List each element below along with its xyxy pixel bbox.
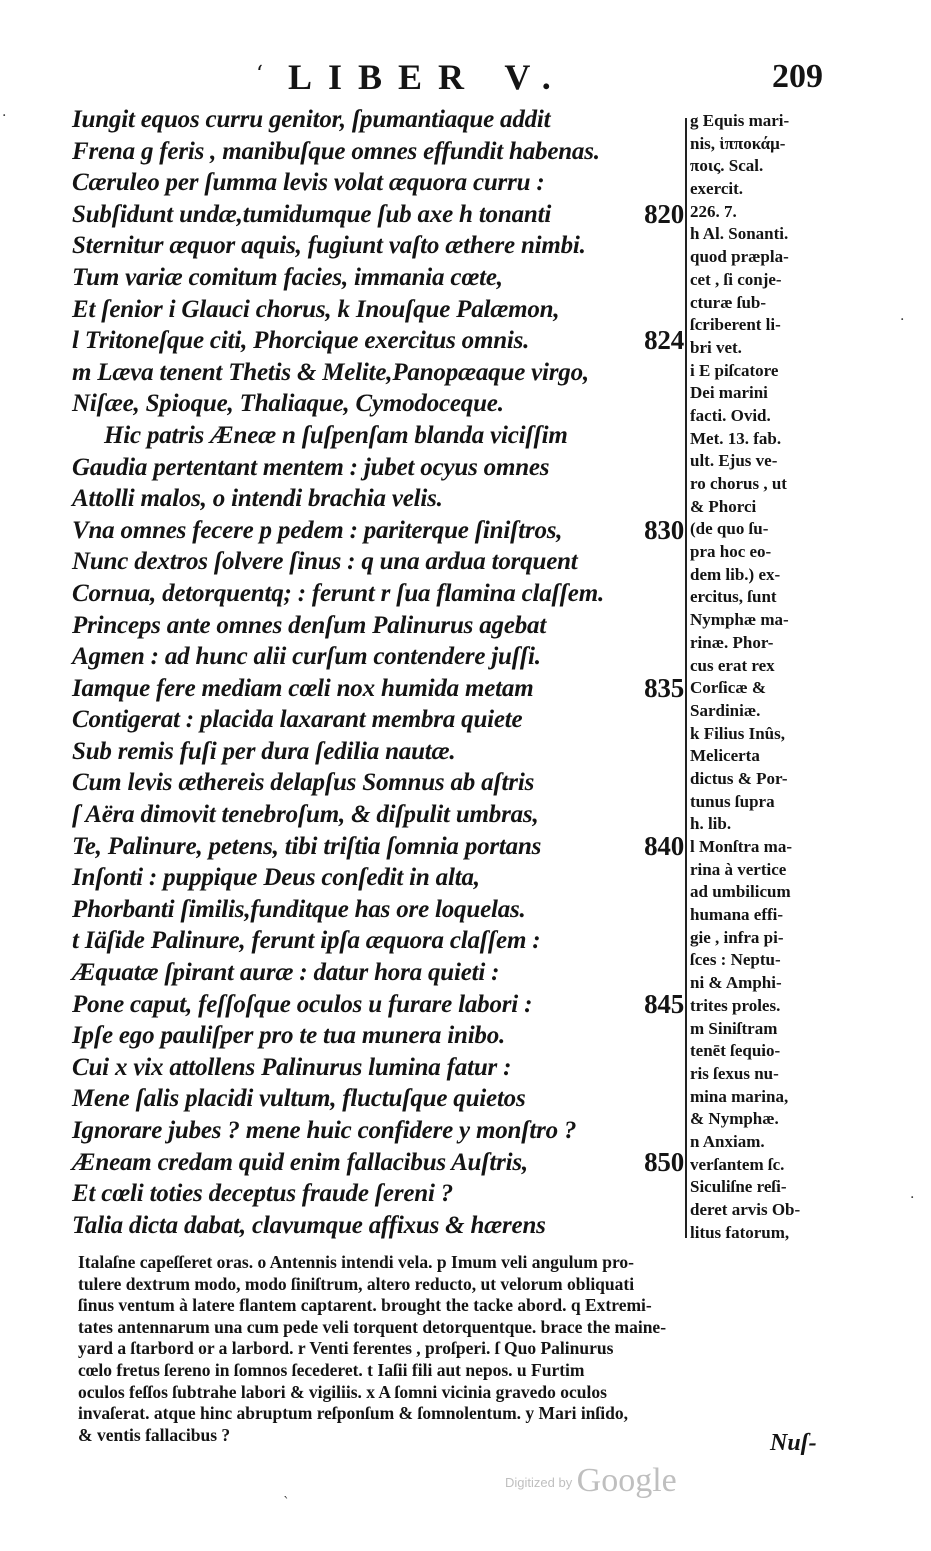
watermark-brand: Google — [576, 1462, 677, 1499]
column-rule — [685, 118, 687, 1238]
margin-note-line: tenēt ſequio- — [690, 1041, 781, 1061]
margin-note-line: dictus & Por- — [690, 768, 788, 788]
verse-text: Attolli malos, o intendi brachia velis. — [72, 485, 443, 513]
line-number: 824 — [644, 325, 684, 356]
margin-note-line: i E piſcatore — [690, 360, 779, 380]
verse-line — [72, 578, 688, 610]
footnote-line: Italaſne capeſſeret oras. o Antennis intendi vela. p Imum veli angulum pro- — [78, 1252, 634, 1272]
margin-note-line: ro chorus , ut — [690, 474, 787, 493]
margin-note-line: litus fatorum, — [690, 1222, 790, 1242]
margin-note-line: Dei marini — [690, 383, 768, 403]
verse-line — [72, 704, 688, 736]
margin-note-line: facti. Ovid. — [690, 405, 771, 425]
verse-line — [72, 957, 688, 989]
verse-line — [72, 1115, 688, 1147]
verse-text: Cum levis æthereis delapſus Somnus ab aſtris — [72, 769, 535, 797]
margin-note-line: Met. 13. fab. — [690, 428, 782, 448]
margin-note-line: tunus ſupra — [690, 791, 775, 811]
verse-line — [72, 1178, 688, 1210]
verse-line — [72, 799, 688, 831]
margin-note-line: verſantem ſc. — [690, 1154, 785, 1174]
margin-note-line: ris ſexus nu- — [690, 1063, 779, 1083]
verse-text: Inſonti : puppique Deus conſedit in alta, — [72, 864, 480, 892]
verse-line — [72, 1020, 688, 1052]
margin-note-line: ad umbilicum — [690, 882, 791, 902]
verse-line — [72, 294, 688, 326]
verse-text: Gaudia pertentant mentem : jubet ocyus omnes — [72, 453, 550, 481]
footnote-line: yard a ſtarbord or a larbord. r Venti ferentes , proſperi. ſ Quo Palinurus — [78, 1338, 614, 1359]
verse-line — [72, 641, 688, 673]
verse-text: Pone caput, feſſoſque oculos u furare labori : — [72, 990, 533, 1018]
line-number: 850 — [644, 1146, 684, 1177]
verse-line — [72, 167, 688, 199]
margin-note-line: ſcriberent li- — [690, 315, 781, 335]
verse-line — [72, 1083, 688, 1115]
page-number: 209 — [772, 58, 823, 95]
verse-text: Agmen : ad hunc alii curſum contendere juſſi. — [72, 643, 541, 671]
margin-note-line: k Filius Inûs, — [690, 723, 785, 743]
verse-line — [72, 831, 688, 863]
margin-note-line: Sardiniæ. — [690, 700, 761, 720]
verse-text: Contigerat : placida laxarant membra quiete — [72, 706, 523, 734]
verse-line — [72, 736, 688, 768]
verse-line — [72, 925, 688, 957]
verse-line — [72, 325, 688, 357]
verse-column — [72, 104, 688, 1241]
footnote-line: & ventis fallacibus ? — [78, 1424, 231, 1445]
verse-text: Iamque fere mediam cœli nox humida metam — [72, 674, 534, 702]
catchword: Nuſ- — [770, 1430, 817, 1456]
margin-note-line: & Phorci — [690, 496, 757, 516]
verse-text: Vna omnes fecere p pedem : pariterque ſiniſtros, — [72, 516, 563, 544]
verse-text: t Iäſide Palinure, ferunt ipſa æquora claſſem : — [72, 927, 541, 955]
verse-line — [72, 862, 688, 894]
digitized-watermark — [505, 1462, 677, 1500]
verse-text: Ipſe ego pauliſper pro te tua munera inibo. — [72, 1022, 506, 1050]
margin-note-line: exercit. — [690, 179, 744, 199]
verse-text: Æquatæ ſpirant auræ : datur hora quieti : — [72, 959, 500, 987]
verse-line — [72, 104, 688, 136]
verse-line — [72, 357, 688, 389]
margin-note-line: nis, ἱπποκάμ- — [690, 133, 786, 153]
verse-line — [72, 199, 688, 231]
margin-note-line: 226. 7. — [690, 201, 737, 221]
verse-line — [72, 230, 688, 262]
margin-notes — [690, 110, 850, 1244]
margin-speck: · — [2, 108, 7, 124]
verse-text: Frena g feris , manibuſque omnes effundit habenas. — [72, 137, 600, 165]
margin-note-line: rina à vertice — [690, 859, 787, 879]
verse-line — [72, 452, 688, 484]
margin-note-line: (de quo ſu- — [690, 519, 769, 539]
verse-text: Talia dicta dabat, clavumque affixus & hærens — [72, 1211, 546, 1239]
margin-note-line: quod præpla- — [690, 247, 789, 267]
verse-line — [72, 989, 688, 1021]
margin-note-line: h Al. Sonanti. — [690, 224, 789, 244]
margin-note-line: cus erat rex — [690, 655, 775, 675]
verse-line — [72, 136, 688, 168]
verse-line — [72, 262, 688, 294]
verse-text: Iungit equos curru genitor, ſpumantiaque addit — [72, 106, 551, 133]
margin-speck: ˋ — [283, 1495, 290, 1511]
line-number: 835 — [644, 672, 684, 703]
line-number: 820 — [644, 198, 684, 229]
footnote-line: oculos feſſos ſubtrahe labori & vigiliis. x A ſomni vicinia gravedo oculos — [78, 1381, 607, 1402]
verse-line — [72, 894, 688, 926]
margin-note-line: dem lib.) ex- — [690, 564, 781, 584]
verse-text: Et cœli toties deceptus fraude ſereni ? — [72, 1180, 454, 1208]
footnote-line: tates antennarum una cum pede veli torquent detorquentque. brace the maine- — [78, 1316, 667, 1337]
footnotes — [78, 1252, 840, 1446]
verse-text: Subſidunt undæ,tumidumque ſub axe h tonanti — [72, 200, 552, 228]
margin-note-line: h. lib. — [690, 814, 732, 834]
line-number: 845 — [644, 988, 684, 1019]
margin-note-line: Corſicæ & — [690, 678, 767, 698]
margin-note-line: ſces : Neptu- — [690, 950, 781, 970]
margin-note-line: ni & Amphi- — [690, 973, 782, 993]
running-title: LIBER V. — [288, 57, 567, 97]
verse-line — [72, 420, 688, 452]
verse-line — [72, 483, 688, 515]
verse-line — [72, 610, 688, 642]
margin-note-line: ercitus, ſunt — [690, 587, 777, 607]
verse-text: Ignorare jubes ? mene huic confidere y monſtro ? — [72, 1117, 577, 1144]
verse-text: Princeps ante omnes denſum Palinurus agebat — [72, 611, 547, 639]
footnote-line: invaſerat. atque hinc abruptum reſponſum & ſomnolentum. y Mari inſido, — [78, 1403, 628, 1424]
running-header — [220, 56, 860, 98]
margin-note-line: g Equis mari- — [690, 111, 790, 130]
verse-text: Mene ſalis placidi vultum, fluctuſque quietos — [72, 1085, 526, 1113]
verse-line — [72, 1052, 688, 1084]
margin-note-line: cturæ ſub- — [690, 292, 767, 312]
verse-text: Hic patris Æneæ n ſuſpenſam blanda viciſſim — [104, 421, 568, 449]
margin-note-line: gie , infra pi- — [690, 927, 784, 947]
margin-note-line: rinæ. Phor- — [690, 632, 774, 652]
line-number: 840 — [644, 830, 684, 861]
margin-speck: · — [900, 312, 905, 328]
margin-note-line: trites proles. — [690, 995, 781, 1015]
margin-speck: · — [910, 1190, 915, 1206]
verse-text: Tum variæ comitum facies, immania cœte, — [72, 263, 503, 291]
verse-text: Cornua, detorquentq; : ferunt r ſua flamina claſſem. — [72, 579, 604, 607]
line-number: 830 — [644, 514, 684, 545]
margin-note-line: Nymphæ ma- — [690, 610, 789, 630]
verse-text: ſ Aëra dimovit tenebroſum, & diſpulit umbras, — [72, 801, 539, 829]
verse-text: Æneam credam quid enim fallacibus Auſtris, — [72, 1148, 528, 1176]
verse-text: Et ſenior i Glauci chorus, k Inouſque Palæmon, — [72, 295, 560, 323]
margin-note-line: bri vet. — [690, 337, 742, 357]
verse-line — [72, 388, 688, 420]
verse-text: Nunc dextros ſolvere ſinus : q una ardua torquent — [72, 548, 578, 576]
verse-line — [72, 515, 688, 547]
verse-text: Cæruleo per ſumma levis volat æquora curru : — [72, 169, 545, 197]
margin-note-line: ποις. Scal. — [690, 156, 764, 176]
footnote-line: cœlo fretus ſereno in ſomnos ſecederet. t Iaſii fili aut nepos. u Furtim — [78, 1359, 585, 1380]
verse-text: Te, Palinure, petens, tibi triſtia ſomnia portans — [72, 832, 542, 860]
verse-text: l Tritoneſque citi, Phorcique exercitus omnis. — [72, 327, 530, 355]
verse-text: Cui x vix attollens Palinurus lumina fatur : — [72, 1053, 512, 1081]
margin-note-line: m Siniſtram — [690, 1018, 778, 1038]
margin-note-line: humana effi- — [690, 905, 784, 925]
verse-line — [72, 673, 688, 705]
margin-note-line: Melicerta — [690, 746, 760, 766]
margin-note-line: l Monſtra ma- — [690, 837, 792, 856]
margin-note-line: Siculiſne reſi- — [690, 1177, 787, 1197]
margin-note-line: pra hoc eo- — [690, 542, 772, 562]
verse-line — [72, 767, 688, 799]
margin-note-line: ult. Ejus ve- — [690, 451, 778, 471]
header-mark: ‘ — [256, 62, 263, 87]
margin-note-line: cet , ſi conje- — [690, 269, 782, 289]
margin-note-line: & Nymphæ. — [690, 1109, 779, 1129]
verse-text: Niſæe, Spioque, Thaliaque, Cymodoceque. — [72, 390, 504, 418]
verse-line — [72, 1210, 688, 1242]
verse-text: m Læva tenent Thetis & Melite,Panopæaque virgo, — [72, 358, 589, 386]
verse-line — [72, 546, 688, 578]
verse-text: Sub remis fuſi per dura ſedilia nautæ. — [72, 737, 456, 765]
verse-text: Phorbanti ſimilis,funditque has ore loquelas. — [72, 895, 526, 923]
verse-text: Sternitur æquor aquis, fugiunt vaſto æthere nimbi. — [72, 232, 586, 260]
verse-line — [72, 1147, 688, 1179]
margin-note-line: mina marina, — [690, 1086, 789, 1106]
footnote-line: ſinus ventum à latere flantem captarent. brought the tacke abord. q Extremi- — [78, 1295, 652, 1316]
watermark-prefix: Digitized by — [505, 1475, 573, 1490]
margin-note-line: n Anxiam. — [690, 1131, 765, 1151]
margin-note-line: deret arvis Ob- — [690, 1200, 801, 1219]
footnote-line: tulere dextrum modo, modo ſiniſtrum, altero reducto, ut velorum obliquati — [78, 1273, 635, 1294]
